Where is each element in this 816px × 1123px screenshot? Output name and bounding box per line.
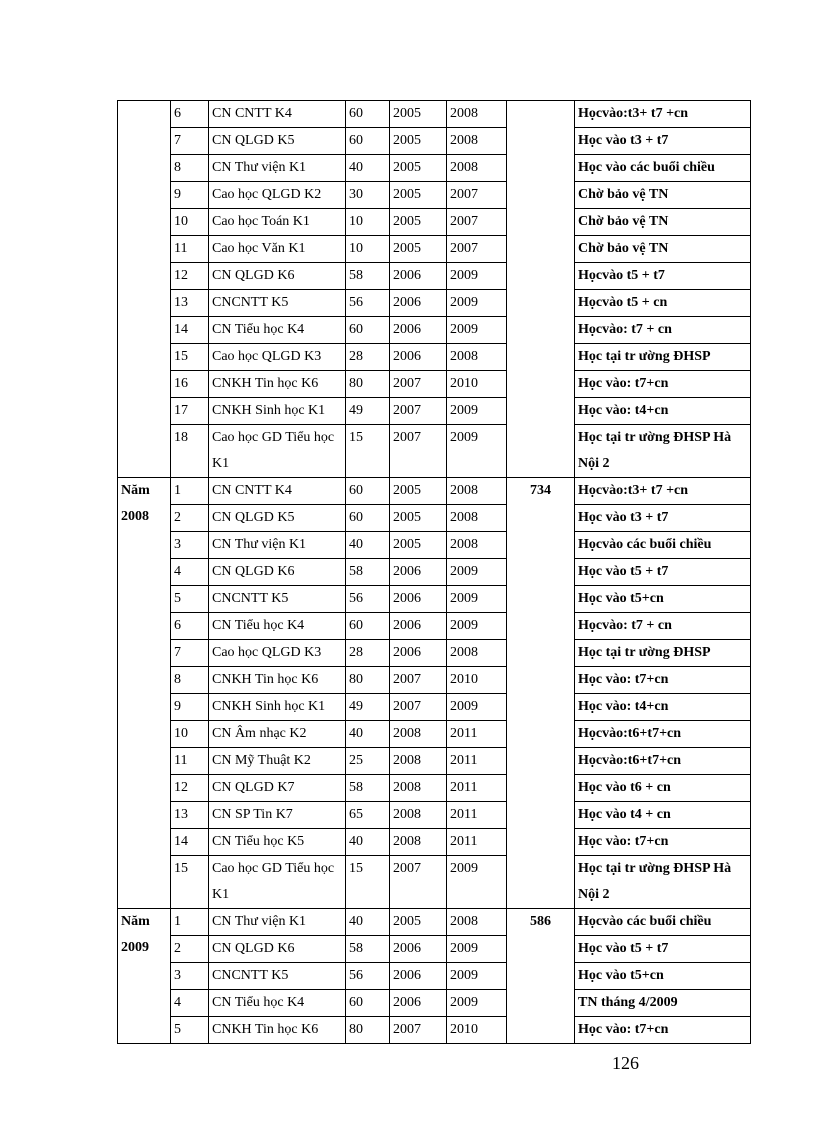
course-cell: CN SP Tin K7	[209, 802, 346, 829]
end-year-cell: 2007	[447, 182, 507, 209]
index-cell: 12	[171, 775, 209, 802]
end-year-cell: 2010	[447, 667, 507, 694]
index-cell: 14	[171, 829, 209, 856]
note-cell: Học vào: t7+cn	[575, 829, 751, 856]
course-cell: CNCNTT K5	[209, 290, 346, 317]
index-cell: 6	[171, 613, 209, 640]
index-cell: 3	[171, 963, 209, 990]
count-cell: 58	[346, 775, 390, 802]
table-row	[118, 182, 751, 209]
course-cell: Cao học GD Tiểu học K1	[209, 856, 346, 909]
end-year-cell: 2008	[447, 101, 507, 128]
total-cell	[507, 101, 575, 478]
start-year-cell: 2008	[390, 802, 447, 829]
table-row	[118, 586, 751, 613]
table-row	[118, 963, 751, 990]
note-cell: Học tại tr ường ĐHSP	[575, 344, 751, 371]
start-year-cell: 2005	[390, 155, 447, 182]
count-cell: 60	[346, 317, 390, 344]
start-year-cell: 2005	[390, 909, 447, 936]
start-year-cell: 2007	[390, 1017, 447, 1044]
index-cell: 13	[171, 290, 209, 317]
end-year-cell: 2011	[447, 829, 507, 856]
course-cell: CN Mỹ Thuật K2	[209, 748, 346, 775]
count-cell: 28	[346, 344, 390, 371]
start-year-cell: 2007	[390, 371, 447, 398]
count-cell: 40	[346, 721, 390, 748]
course-cell: Cao học QLGD K3	[209, 640, 346, 667]
index-cell: 8	[171, 667, 209, 694]
table-row	[118, 425, 751, 478]
index-cell: 16	[171, 371, 209, 398]
table-row	[118, 101, 751, 128]
course-cell: CN Tiểu học K4	[209, 613, 346, 640]
count-cell: 60	[346, 101, 390, 128]
start-year-cell: 2006	[390, 263, 447, 290]
note-cell: Họcvào: t7 + cn	[575, 613, 751, 640]
count-cell: 65	[346, 802, 390, 829]
start-year-cell: 2008	[390, 775, 447, 802]
index-cell: 5	[171, 1017, 209, 1044]
start-year-cell: 2008	[390, 829, 447, 856]
course-cell: CNKH Sinh học K1	[209, 398, 346, 425]
index-cell: 18	[171, 425, 209, 478]
table-row	[118, 936, 751, 963]
count-cell: 56	[346, 586, 390, 613]
course-cell: CN CNTT K4	[209, 478, 346, 505]
note-cell: Học tại tr ường ĐHSP	[575, 640, 751, 667]
table-row	[118, 532, 751, 559]
end-year-cell: 2009	[447, 425, 507, 478]
start-year-cell: 2006	[390, 640, 447, 667]
note-cell: Học vào t5+cn	[575, 586, 751, 613]
end-year-cell: 2008	[447, 909, 507, 936]
count-cell: 10	[346, 236, 390, 263]
count-cell: 60	[346, 990, 390, 1017]
course-cell: CN Tiểu học K4	[209, 990, 346, 1017]
course-cell: CN Tiểu học K4	[209, 317, 346, 344]
count-cell: 80	[346, 667, 390, 694]
index-cell: 9	[171, 694, 209, 721]
count-cell: 56	[346, 963, 390, 990]
course-cell: CNKH Sinh học K1	[209, 694, 346, 721]
count-cell: 80	[346, 1017, 390, 1044]
count-cell: 15	[346, 425, 390, 478]
count-cell: 40	[346, 829, 390, 856]
count-cell: 40	[346, 909, 390, 936]
note-cell: Họcvào:t3+ t7 +cn	[575, 101, 751, 128]
start-year-cell: 2005	[390, 532, 447, 559]
end-year-cell: 2008	[447, 532, 507, 559]
start-year-cell: 2008	[390, 748, 447, 775]
course-cell: CN CNTT K4	[209, 101, 346, 128]
note-cell: Học vào t3 + t7	[575, 505, 751, 532]
course-cell: CN Thư viện K1	[209, 155, 346, 182]
table-body	[118, 101, 751, 1044]
index-cell: 15	[171, 856, 209, 909]
count-cell: 60	[346, 613, 390, 640]
year-cell: Năm 2008	[118, 478, 171, 909]
end-year-cell: 2007	[447, 236, 507, 263]
course-cell: CN QLGD K7	[209, 775, 346, 802]
start-year-cell: 2007	[390, 856, 447, 909]
end-year-cell: 2009	[447, 856, 507, 909]
table-row	[118, 209, 751, 236]
index-cell: 1	[171, 478, 209, 505]
table-row	[118, 990, 751, 1017]
count-cell: 40	[346, 532, 390, 559]
table-row	[118, 802, 751, 829]
start-year-cell: 2006	[390, 344, 447, 371]
index-cell: 1	[171, 909, 209, 936]
course-cell: CN QLGD K5	[209, 505, 346, 532]
start-year-cell: 2008	[390, 721, 447, 748]
start-year-cell: 2006	[390, 990, 447, 1017]
table-row	[118, 505, 751, 532]
course-cell: CN QLGD K6	[209, 263, 346, 290]
table-row	[118, 371, 751, 398]
enrollment-table	[117, 100, 751, 1044]
index-cell: 12	[171, 263, 209, 290]
table-row	[118, 667, 751, 694]
table-row	[118, 775, 751, 802]
start-year-cell: 2006	[390, 963, 447, 990]
end-year-cell: 2011	[447, 721, 507, 748]
start-year-cell: 2005	[390, 236, 447, 263]
count-cell: 10	[346, 209, 390, 236]
end-year-cell: 2009	[447, 317, 507, 344]
note-cell: Học tại tr ường ĐHSP Hà Nội 2	[575, 425, 751, 478]
index-cell: 6	[171, 101, 209, 128]
table-row	[118, 155, 751, 182]
count-cell: 60	[346, 128, 390, 155]
course-cell: CNCNTT K5	[209, 586, 346, 613]
start-year-cell: 2007	[390, 398, 447, 425]
end-year-cell: 2009	[447, 290, 507, 317]
note-cell: Họcvào: t7 + cn	[575, 317, 751, 344]
course-cell: CN QLGD K6	[209, 936, 346, 963]
note-cell: Học vào: t7+cn	[575, 1017, 751, 1044]
course-cell: Cao học QLGD K2	[209, 182, 346, 209]
start-year-cell: 2006	[390, 317, 447, 344]
end-year-cell: 2009	[447, 398, 507, 425]
index-cell: 2	[171, 936, 209, 963]
end-year-cell: 2009	[447, 586, 507, 613]
end-year-cell: 2009	[447, 559, 507, 586]
course-cell: CN QLGD K6	[209, 559, 346, 586]
course-cell: Cao học QLGD K3	[209, 344, 346, 371]
end-year-cell: 2009	[447, 963, 507, 990]
end-year-cell: 2008	[447, 344, 507, 371]
index-cell: 7	[171, 640, 209, 667]
note-cell: Học tại tr ường ĐHSP Hà Nội 2	[575, 856, 751, 909]
count-cell: 58	[346, 936, 390, 963]
note-cell: Học vào t4 + cn	[575, 802, 751, 829]
course-cell: CNKH Tin học K6	[209, 1017, 346, 1044]
table-row	[118, 290, 751, 317]
course-cell: CN Âm nhạc K2	[209, 721, 346, 748]
note-cell: Học vào: t7+cn	[575, 667, 751, 694]
start-year-cell: 2006	[390, 936, 447, 963]
course-cell: CN Thư viện K1	[209, 909, 346, 936]
count-cell: 25	[346, 748, 390, 775]
index-cell: 5	[171, 586, 209, 613]
table-row	[118, 829, 751, 856]
index-cell: 7	[171, 128, 209, 155]
start-year-cell: 2005	[390, 209, 447, 236]
note-cell: Họcvào:t6+t7+cn	[575, 721, 751, 748]
total-cell: 734	[507, 478, 575, 909]
count-cell: 49	[346, 398, 390, 425]
note-cell: Họcvào t5 + cn	[575, 290, 751, 317]
count-cell: 58	[346, 263, 390, 290]
end-year-cell: 2010	[447, 371, 507, 398]
course-cell: CNKH Tin học K6	[209, 667, 346, 694]
note-cell: Chờ bảo vệ TN	[575, 209, 751, 236]
index-cell: 4	[171, 559, 209, 586]
table-row	[118, 640, 751, 667]
course-cell: Cao học Văn K1	[209, 236, 346, 263]
note-cell: Chờ bảo vệ TN	[575, 182, 751, 209]
start-year-cell: 2005	[390, 478, 447, 505]
start-year-cell: 2006	[390, 290, 447, 317]
start-year-cell: 2005	[390, 101, 447, 128]
course-cell: CNCNTT K5	[209, 963, 346, 990]
index-cell: 8	[171, 155, 209, 182]
end-year-cell: 2008	[447, 640, 507, 667]
table-row	[118, 613, 751, 640]
start-year-cell: 2005	[390, 128, 447, 155]
table-row	[118, 856, 751, 909]
index-cell: 14	[171, 317, 209, 344]
start-year-cell: 2006	[390, 586, 447, 613]
start-year-cell: 2007	[390, 667, 447, 694]
end-year-cell: 2009	[447, 613, 507, 640]
note-cell: Học vào t6 + cn	[575, 775, 751, 802]
end-year-cell: 2008	[447, 505, 507, 532]
table-row	[118, 694, 751, 721]
index-cell: 3	[171, 532, 209, 559]
end-year-cell: 2007	[447, 209, 507, 236]
index-cell: 13	[171, 802, 209, 829]
table-row	[118, 128, 751, 155]
index-cell: 11	[171, 236, 209, 263]
start-year-cell: 2007	[390, 694, 447, 721]
note-cell: Học vào: t7+cn	[575, 371, 751, 398]
table-row	[118, 721, 751, 748]
count-cell: 15	[346, 856, 390, 909]
end-year-cell: 2008	[447, 478, 507, 505]
year-cell	[118, 101, 171, 478]
year-cell: Năm 2009	[118, 909, 171, 1044]
end-year-cell: 2011	[447, 748, 507, 775]
table-row	[118, 909, 751, 936]
note-cell: Học vào t5+cn	[575, 963, 751, 990]
note-cell: Học vào: t4+cn	[575, 398, 751, 425]
count-cell: 30	[346, 182, 390, 209]
page-number: 126	[612, 1053, 639, 1073]
end-year-cell: 2009	[447, 936, 507, 963]
course-cell: Cao học Toán K1	[209, 209, 346, 236]
note-cell: Học vào t5 + t7	[575, 936, 751, 963]
start-year-cell: 2006	[390, 559, 447, 586]
start-year-cell: 2005	[390, 182, 447, 209]
index-cell: 9	[171, 182, 209, 209]
note-cell: Họcvào các buổi chiều	[575, 909, 751, 936]
end-year-cell: 2009	[447, 263, 507, 290]
end-year-cell: 2009	[447, 990, 507, 1017]
note-cell: Học vào các buổi chiều	[575, 155, 751, 182]
note-cell: Học vào: t4+cn	[575, 694, 751, 721]
table-row	[118, 748, 751, 775]
course-cell: CN QLGD K5	[209, 128, 346, 155]
end-year-cell: 2008	[447, 128, 507, 155]
count-cell: 80	[346, 371, 390, 398]
note-cell: Học vào t5 + t7	[575, 559, 751, 586]
table-row	[118, 317, 751, 344]
course-cell: CNKH Tin học K6	[209, 371, 346, 398]
index-cell: 10	[171, 209, 209, 236]
end-year-cell: 2011	[447, 802, 507, 829]
index-cell: 2	[171, 505, 209, 532]
index-cell: 17	[171, 398, 209, 425]
note-cell: Họcvào:t6+t7+cn	[575, 748, 751, 775]
count-cell: 60	[346, 478, 390, 505]
table-row	[118, 559, 751, 586]
end-year-cell: 2011	[447, 775, 507, 802]
note-cell: TN tháng 4/2009	[575, 990, 751, 1017]
count-cell: 60	[346, 505, 390, 532]
end-year-cell: 2009	[447, 694, 507, 721]
note-cell: Họcvào t5 + t7	[575, 263, 751, 290]
table-row	[118, 1017, 751, 1044]
total-cell: 586	[507, 909, 575, 1044]
note-cell: Họcvào các buổi chiều	[575, 532, 751, 559]
table-row	[118, 236, 751, 263]
note-cell: Học vào t3 + t7	[575, 128, 751, 155]
course-cell: CN Thư viện K1	[209, 532, 346, 559]
end-year-cell: 2008	[447, 155, 507, 182]
table-row	[118, 263, 751, 290]
index-cell: 10	[171, 721, 209, 748]
start-year-cell: 2007	[390, 425, 447, 478]
note-cell: Chờ bảo vệ TN	[575, 236, 751, 263]
count-cell: 40	[346, 155, 390, 182]
start-year-cell: 2006	[390, 613, 447, 640]
course-cell: Cao học GD Tiểu học K1	[209, 425, 346, 478]
count-cell: 49	[346, 694, 390, 721]
course-cell: CN Tiểu học K5	[209, 829, 346, 856]
table-row	[118, 344, 751, 371]
index-cell: 11	[171, 748, 209, 775]
start-year-cell: 2005	[390, 505, 447, 532]
index-cell: 15	[171, 344, 209, 371]
end-year-cell: 2010	[447, 1017, 507, 1044]
table-row	[118, 478, 751, 505]
count-cell: 28	[346, 640, 390, 667]
count-cell: 58	[346, 559, 390, 586]
count-cell: 56	[346, 290, 390, 317]
table-row	[118, 398, 751, 425]
index-cell: 4	[171, 990, 209, 1017]
note-cell: Họcvào:t3+ t7 +cn	[575, 478, 751, 505]
